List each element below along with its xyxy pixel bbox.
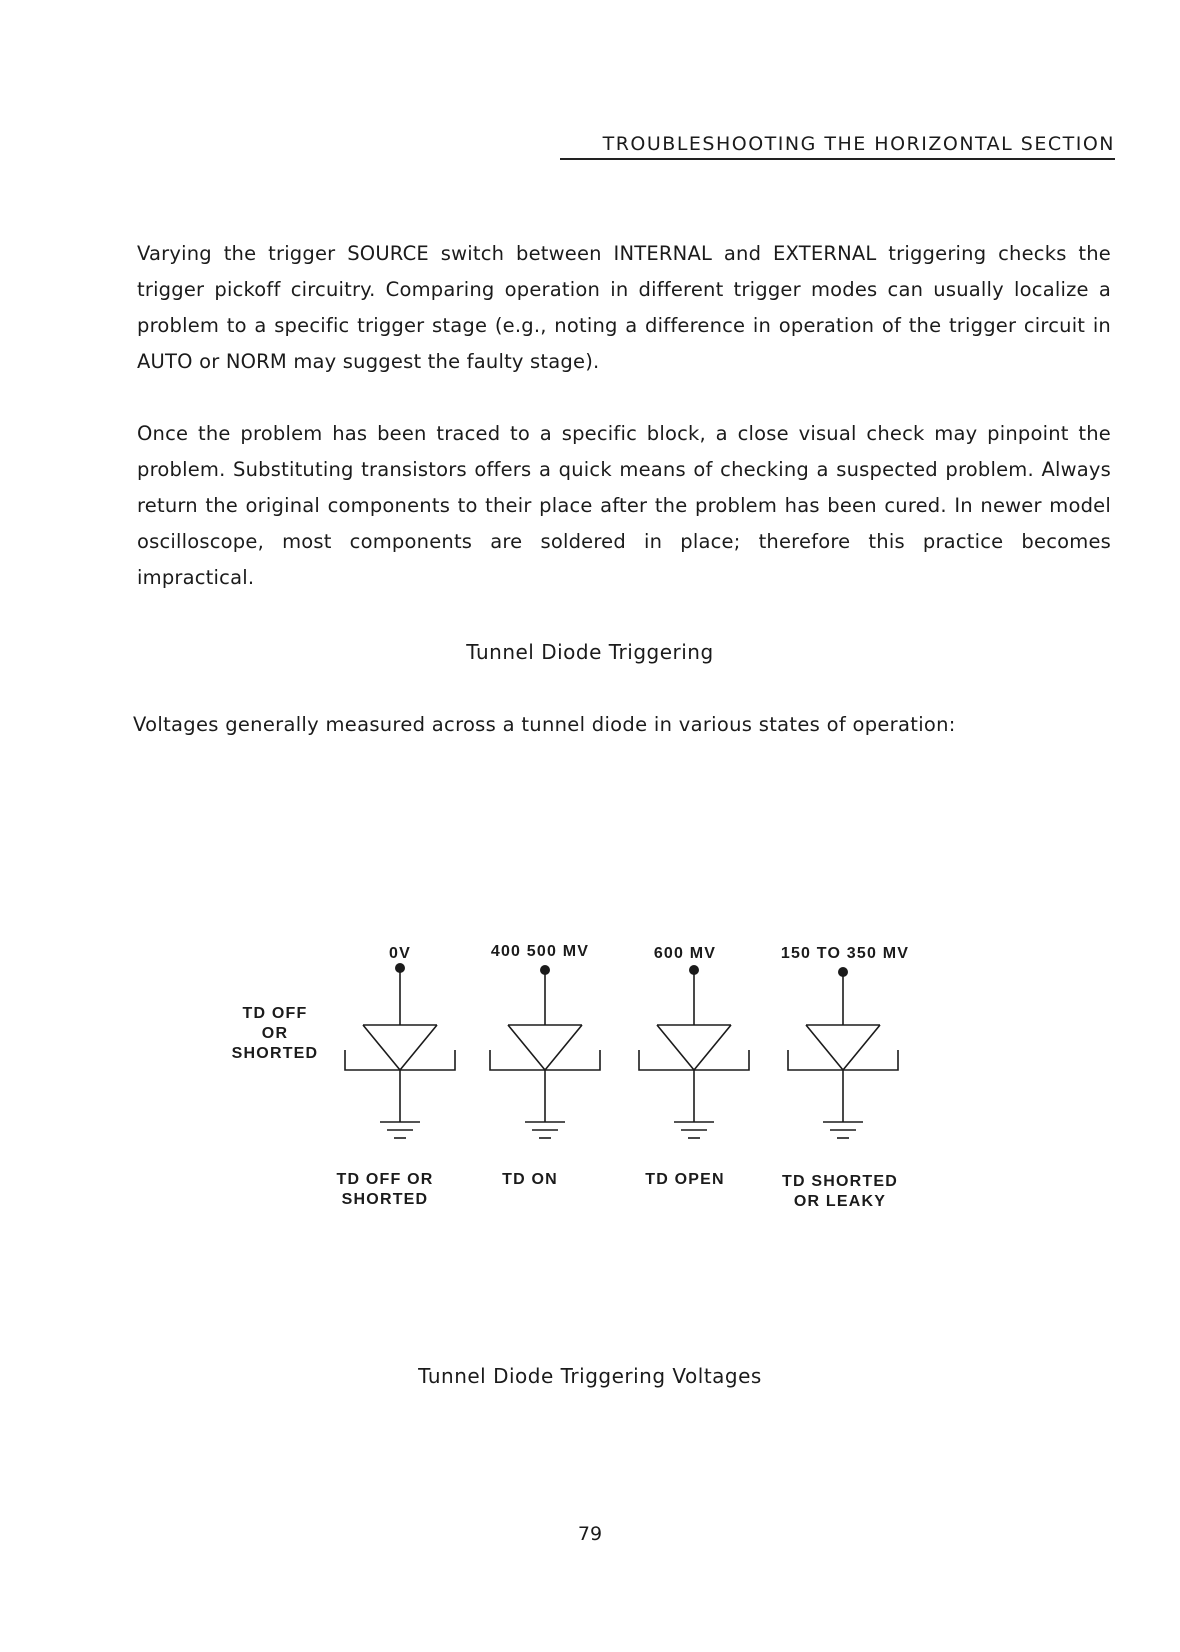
side-label-line: OR xyxy=(261,1025,289,1042)
voltage-label: 0V xyxy=(389,945,411,962)
running-header: TROUBLESHOOTING THE HORIZONTAL SECTION xyxy=(560,133,1115,160)
voltage-label: 600 MV xyxy=(653,945,717,962)
state-label xyxy=(480,1170,580,1190)
state-label-line: OR LEAKY xyxy=(793,1193,887,1210)
state-label-line: TD OPEN xyxy=(645,1171,725,1188)
paragraph-visual-check: Once the problem has been traced to a specific block, a close visual check may pinpoint the problem. Substituting transistors offers a quick means of checking a suspected problem. Always return the original components to their place after the problem has been cured. In newer model oscilloscope, most components are soldered in place; therefore this practice becomes impractical. xyxy=(137,422,1111,589)
cathode-bar xyxy=(345,1050,455,1070)
state-label xyxy=(620,1170,750,1190)
state-label-line: TD OFF OR xyxy=(336,1171,434,1188)
page-number: 79 xyxy=(577,1523,603,1545)
state-label xyxy=(310,1170,460,1210)
paragraph-trigger-source: Varying the trigger SOURCE switch between INTERNAL and EXTERNAL triggering checks the trigger pickoff circuitry. Comparing operation in different trigger modes can usually localize a problem to a specific trigger stage (e.g., noting a difference in operation of the trigger circuit in AUTO or NORM may suggest the faulty stage). xyxy=(137,242,1111,373)
figure-caption: Tunnel Diode Triggering Voltages xyxy=(418,1364,762,1388)
side-label-line: SHORTED xyxy=(231,1045,319,1062)
state-label-line: TD ON xyxy=(502,1171,558,1188)
voltage-label: 150 TO 350 MV xyxy=(780,945,910,962)
diode-triangle xyxy=(508,1025,582,1070)
diode-triangle xyxy=(657,1025,731,1070)
state-label xyxy=(760,1172,920,1212)
cathode-bar xyxy=(490,1050,600,1070)
cathode-bar xyxy=(788,1050,898,1070)
state-label-line: SHORTED xyxy=(341,1191,429,1208)
side-label xyxy=(225,1004,325,1064)
figure-intro-text: Voltages generally measured across a tunnel diode in various states of operation: xyxy=(133,713,956,736)
state-label-line: TD SHORTED xyxy=(782,1173,898,1190)
voltage-label: 400 500 MV xyxy=(490,943,590,960)
side-label-line: TD OFF xyxy=(242,1005,308,1022)
diode-triangle xyxy=(806,1025,880,1070)
tunnel-diode-figure xyxy=(0,900,1180,1230)
diode-triangle xyxy=(363,1025,437,1070)
section-heading: Tunnel Diode Triggering xyxy=(466,640,714,664)
cathode-bar xyxy=(639,1050,749,1070)
